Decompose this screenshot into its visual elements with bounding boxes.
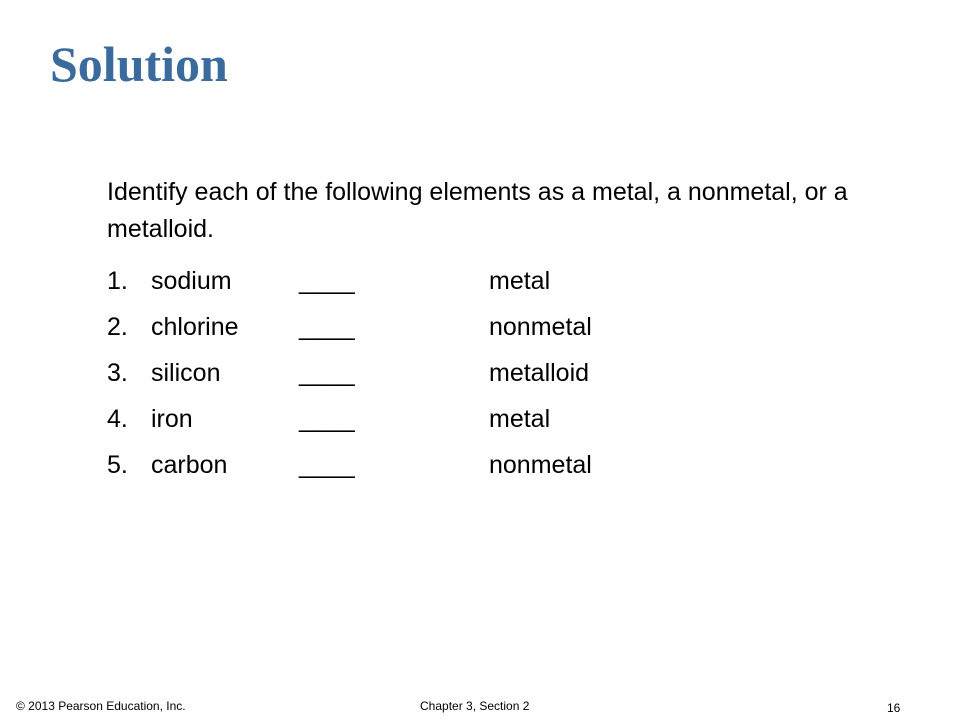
element-name: silicon <box>151 359 221 387</box>
element-classification: metal <box>489 267 551 295</box>
element-name: iron <box>151 405 193 433</box>
element-classification: nonmetal <box>489 451 592 479</box>
answer-row-iron <box>107 396 807 442</box>
element-name: carbon <box>151 451 228 479</box>
answer-row-carbon <box>107 442 807 488</box>
element-name: chlorine <box>151 313 239 341</box>
slide-title: Solution <box>50 36 228 92</box>
item-number: 1. <box>107 267 128 295</box>
element-classification: nonmetal <box>489 313 592 341</box>
answer-blank: ____ <box>299 267 355 295</box>
answer-row-silicon <box>107 350 807 396</box>
item-number: 3. <box>107 359 128 387</box>
question-prompt: Identify each of the following elements as a metal, a nonmetal, or a metalloid. <box>107 178 848 243</box>
element-classification: metalloid <box>489 359 590 387</box>
element-name: sodium <box>151 267 232 295</box>
answer-blank: ____ <box>299 359 355 387</box>
item-number: 2. <box>107 313 128 341</box>
item-number: 4. <box>107 405 128 433</box>
item-number: 5. <box>107 451 128 479</box>
footer-chapter-section: Chapter 3, Section 2 <box>420 699 530 713</box>
answer-blank: ____ <box>299 313 355 341</box>
element-classification: metal <box>489 405 551 433</box>
answer-blank: ____ <box>299 405 355 433</box>
page-number: 16 <box>887 701 901 715</box>
answer-row-sodium <box>107 258 807 304</box>
answer-blank: ____ <box>299 451 355 479</box>
footer-copyright: © 2013 Pearson Education, Inc. <box>16 699 186 713</box>
answer-row-chlorine <box>107 304 807 350</box>
answer-list <box>107 258 807 488</box>
